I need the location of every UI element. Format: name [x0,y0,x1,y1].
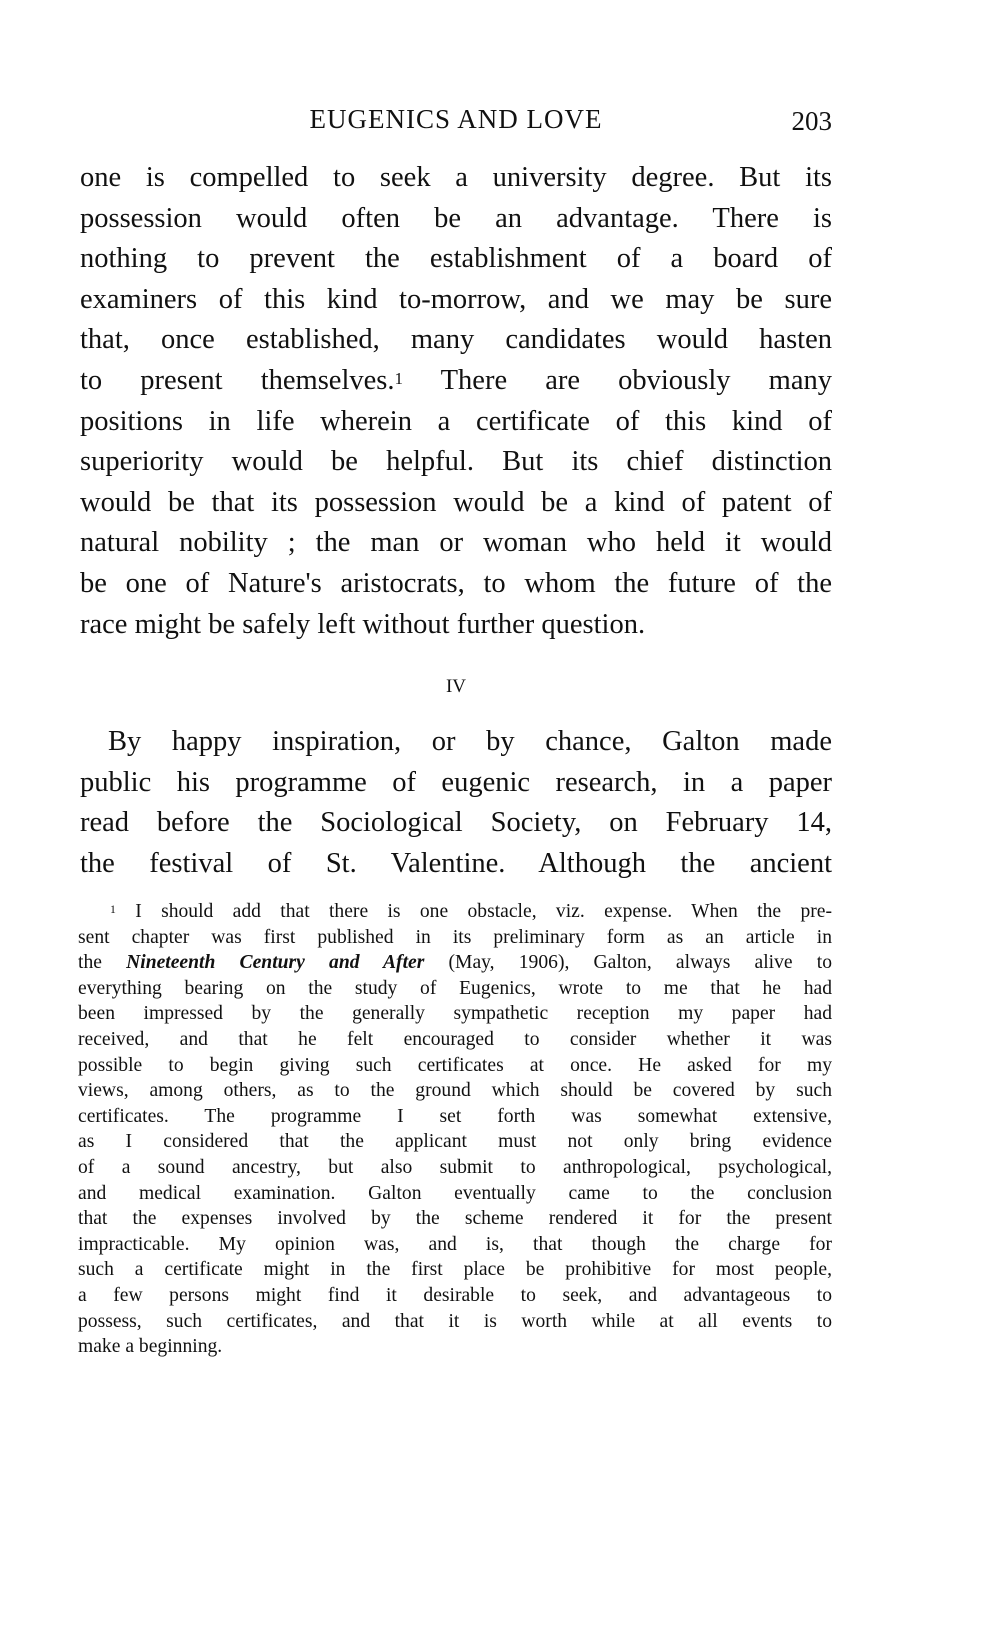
footnote-line [78,950,832,976]
text-span: I should add that there is one obstacle, viz. expense. When the pre- [135,901,832,922]
text-line: race might be safely left without further question. [80,608,646,640]
text-line: read before the Sociological Society, on February 14, [80,807,832,839]
footnote-line: been impressed by the generally sympathetic reception my paper had [78,1003,832,1025]
footnote-line: and medical examination. Galton eventually came to the conclusion [78,1182,832,1204]
page-number: 203 [791,106,832,136]
paragraph-2 [80,722,832,884]
footnote-line: views, among others, as to the ground which should be covered by such [78,1080,832,1102]
footnote-line: as I considered that the applicant must not only bring evidence [78,1131,832,1153]
text-line: possession would often be an advantage. There is [80,202,832,234]
running-title: EUGENICS AND LOVE [309,104,603,134]
text-span: (May, 1906), Galton, always alive to [424,952,832,974]
running-header [80,104,832,144]
text-span: There are obviously many [403,364,832,396]
footnote [78,899,832,1360]
footnote-line [78,899,832,925]
footnote-line: of a sound ancestry, but also submit to anthropological, psychological, [78,1156,832,1178]
text-line: that, once established, many candidates would hasten [80,324,832,356]
italic-title: Nineteenth Century and After [126,952,425,974]
text-line: positions in life wherein a certificate of this kind of [80,405,832,437]
footnote-line: such a certificate might in the first place be prohibitive for most people, [78,1259,832,1281]
text-line: examiners of this kind to-morrow, and we may be sure [80,283,832,315]
footnote-line: possible to begin giving such certificates at once. He asked for my [78,1054,832,1076]
footnote-line: make a beginning. [78,1336,223,1358]
footnote-line: everything bearing on the study of Eugenics, wrote to me that he had [78,977,832,999]
footnote-marker: 1 [110,903,116,916]
text-line: be one of Nature's aristocrats, to whom the future of the [80,567,832,599]
text-line: the festival of St. Valentine. Although the ancient [80,847,832,879]
footnote-line: possess, such certificates, and that it is worth while at all events to [78,1310,832,1332]
footnote-line: that the expenses involved by the scheme rendered it for the present [78,1208,832,1230]
footnote-line: a few persons might find it desirable to seek, and advantageous to [78,1284,832,1306]
text-span: to present themselves. [80,364,395,396]
text-line: superiority would be helpful. But its chief distinction [80,446,832,478]
text-line [80,361,832,402]
text-line: would be that its possession would be a kind of patent of [80,486,832,518]
footnote-line: received, and that he felt encouraged to consider whether it was [78,1028,832,1050]
footnote-reference[interactable]: 1 [394,368,404,388]
text-line: natural nobility ; the man or woman who held it would [80,527,832,559]
footnote-line: certificates. The programme I set forth was somewhat extensive, [78,1105,832,1127]
text-line: By happy inspiration, or by chance, Galton made [108,726,832,757]
text-line: one is compelled to seek a university degree. But its [80,162,832,193]
footnote-line: impracticable. My opinion was, and is, that though the charge for [78,1233,832,1255]
paragraph-1 [80,158,832,645]
text-line: public his programme of eugenic research, in a paper [80,766,832,798]
text-span: the [78,952,127,974]
footnote-line: sent chapter was first published in its preliminary form as an article in [78,926,832,948]
section-heading: IV [445,676,467,697]
text-line: nothing to prevent the establishment of a board of [80,243,832,275]
